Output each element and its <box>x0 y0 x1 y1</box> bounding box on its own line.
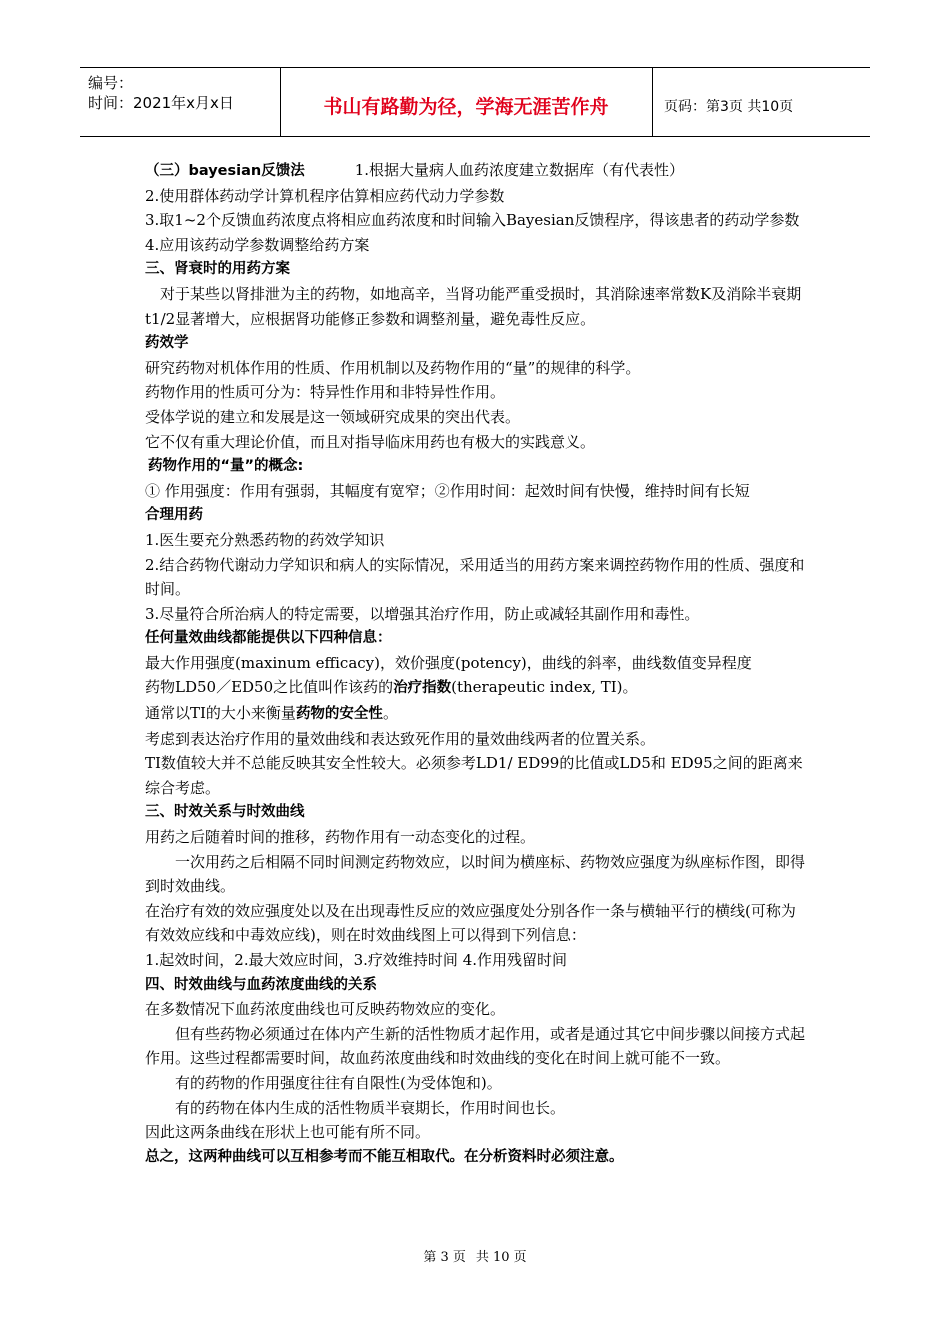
bayesian-heading: （三）bayesian反馈法 <box>145 163 305 179</box>
paragraph: 有的药物的作用强度往往有自限性(为受体饱和)。 <box>175 1073 502 1092</box>
section-heading-pharmacodynamics: 药效学 <box>145 335 189 352</box>
bayesian-step-2: 2.使用群体药动学计算机程序估算相应药代动力学参数 <box>145 186 505 205</box>
paragraph: 受体学说的建立和发展是这一领域研究成果的突出代表。 <box>145 407 521 426</box>
list-item: 1.医生要充分熟悉药物的药效学知识 <box>145 530 385 549</box>
bold-term: 治疗指数 <box>393 680 452 697</box>
paragraph: 因此这两条曲线在形状上也可能有所不同。 <box>145 1123 431 1142</box>
paragraph: 但有些药物必须通过在体内产生新的活性物质才起作用，或者是通过其它中间步骤以间接方式起作用。这些过程都需要时间，故血药浓度曲线和时效曲线的变化在时间上就可能不一致。 <box>145 1024 806 1068</box>
page-header <box>80 67 870 137</box>
paragraph: 一次用药之后相隔不同时间测定药物效应，以时间为横座标、药物效应强度为纵座标作图，即得到时效曲线。 <box>145 852 806 896</box>
paragraph: TI数值较大并不总能反映其安全性较大。必须参考LD1/ ED99的比值或LD5和 ED95之间的距离来综合考虑。 <box>145 754 803 797</box>
bayesian-line <box>145 158 810 184</box>
text: 通常以TI的大小来衡量 <box>145 704 296 723</box>
paragraph-safety <box>145 701 810 727</box>
text: 。 <box>382 704 398 723</box>
number-label: 编号： <box>88 74 134 92</box>
page-footer <box>0 1246 950 1265</box>
document-body <box>145 158 810 1169</box>
renal-paragraph: 对于某些以肾排泄为主的药物，如地高辛，当肾功能严重受损时，其消除速率常数K及消除半衰期t1/2显著增大，应根据肾功能修正参数和调整剂量，避免毒性反应。 <box>145 284 802 328</box>
paragraph: 在治疗有效的效应强度处以及在出现毒性反应的效应强度处分别各作一条与横轴平行的横线(可称为有效效应线和中毒效应线)，则在时效曲线图上可以得到下列信息： <box>145 901 796 945</box>
header-page-cell <box>652 68 870 136</box>
footer-page-num: 第 3 页 <box>423 1250 466 1265</box>
section-heading-dose-response: 任何量效曲线都能提供以下四种信息： <box>145 630 392 647</box>
paragraph: ① 作用强度：作用有强弱，其幅度有宽窄；②作用时间：起效时间有快慢，维持时间有长短 <box>145 481 750 500</box>
section-heading-time-effect: 三、时效关系与时效曲线 <box>145 804 305 821</box>
section-heading-quantity: 药物作用的“量”的概念: <box>148 458 304 475</box>
paragraph: 药物作用的性质可分为：特异性作用和非特异性作用。 <box>145 383 506 402</box>
section-heading-curves-relation: 四、时效曲线与血药浓度曲线的关系 <box>145 976 377 993</box>
list-item: 3.尽量符合所治病人的特定需要，以增强其治疗作用，防止或减轻其副作用和毒性。 <box>145 604 700 623</box>
paragraph: 用药之后随着时间的推移，药物作用有一动态变化的过程。 <box>145 828 536 847</box>
paragraph: 在多数情况下血药浓度曲线也可反映药物效应的变化。 <box>145 1000 506 1019</box>
list-item: 2.结合药物代谢动力学知识和病人的实际情况，采用适当的用药方案来调控药物作用的性质、强度和时间。 <box>145 555 805 599</box>
bayesian-step-1: 1.根据大量病人血药浓度建立数据库（有代表性） <box>354 161 685 179</box>
motto-text: 书山有路勤为径，学海无涯苦作舟 <box>323 96 609 118</box>
text: (therapeutic index, TI)。 <box>451 678 638 697</box>
paragraph: 有的药物在体内生成的活性物质半衰期长，作用时间也长。 <box>175 1098 566 1117</box>
paragraph-ti <box>145 675 810 701</box>
time-label: 时间：2021年x月x日 <box>88 94 234 112</box>
paragraph: 最大作用强度(maxinum efficacy)，效价强度(potency)，曲线的斜率，曲线数值变异程度 <box>145 653 752 672</box>
header-meta <box>80 68 281 136</box>
paragraph: 1.起效时间，2.最大效应时间，3.疗效维持时间 4.作用残留时间 <box>145 951 568 969</box>
bold-term: 药物的安全性 <box>295 706 383 723</box>
paragraph: 研究药物对机体作用的性质、作用机制以及药物作用的“量”的规律的科学。 <box>145 358 641 377</box>
text: 药物LD50／ED50之比值叫作该药的 <box>145 678 394 697</box>
section-heading-rational-use: 合理用药 <box>145 507 203 524</box>
page-info: 页码：第3页 共10页 <box>664 99 794 115</box>
paragraph: 它不仅有重大理论价值，而且对指导临床用药也有极大的实践意义。 <box>145 432 596 451</box>
section-heading-renal: 三、肾衰时的用药方案 <box>145 261 290 278</box>
conclusion: 总之，这两种曲线可以互相参考而不能互相取代。在分析资料时必须注意。 <box>145 1148 624 1165</box>
bayesian-step-3: 3.取1~2个反馈血药浓度点将相应血药浓度和时间输入Bayesian反馈程序，得该患者的药动学参数 4.应用该药动学参数调整给药方案 <box>145 211 800 254</box>
footer-page-total: 共 10 页 <box>475 1250 527 1265</box>
paragraph: 考虑到表达治疗作用的量效曲线和表达致死作用的量效曲线两者的位置关系。 <box>145 729 656 748</box>
header-motto-cell <box>280 68 653 136</box>
